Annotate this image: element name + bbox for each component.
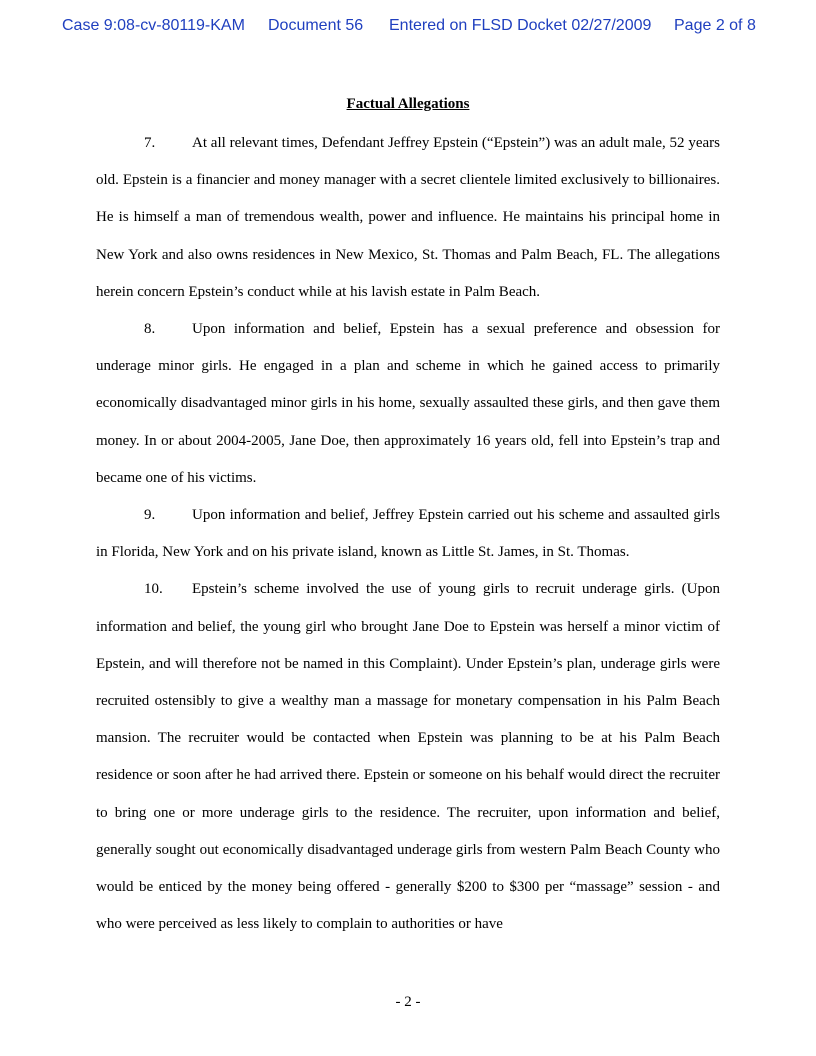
paragraph-text: At all relevant times, Defendant Jeffrey Epstein (“Epstein”) was an adult male, 52 years old. Epstein is a financier and money manager with a secret clientele limited exclusively to billionaires. He is himself a man of tremendous wealth, power and influence. He maintains his principal home in New York and also owns residences in New Mexico, St. Thomas and Palm Beach, FL. The allegations herein concern Epstein’s conduct while at his lavish estate in Palm Beach. — [96, 135, 720, 300]
paragraph-10 — [96, 571, 720, 943]
paragraph-text: Upon information and belief, Jeffrey Epstein carried out his scheme and assaulted girls in Florida, New York and on his private island, known as Little St. James, in St. Thomas. — [96, 507, 720, 561]
docket-header — [0, 17, 816, 39]
document-body — [96, 125, 720, 943]
paragraph-7 — [96, 125, 720, 311]
page-number: - 2 - — [395, 994, 421, 1010]
paragraph-text: Epstein’s scheme involved the use of young girls to recruit underage girls. (Upon information and belief, the young girl who brought Jane Doe to Epstein was herself a minor victim of Epstein, and will therefore not be named in this Complaint). Under Epstein’s plan, underage girls were recruited ostensibly to give a wealthy man a massage for monetary compensation in his Palm Beach mansion. The recruiter would be contacted when Epstein was planning to be at his Palm Beach residence or soon after he had arrived there. Epstein or someone on his behalf would direct the recruiter to bring one or more underage girls to the residence. The recruiter, upon information and belief, generally sought out economically disadvantaged underage girls from western Palm Beach County who would be enticed by the money being offered - generally $200 to $300 per “massage” session - and who were perceived as less likely to complain to authorities or have — [96, 581, 720, 933]
paragraph-number: 8. — [144, 321, 156, 338]
page-count: Page 2 of 8 — [674, 17, 756, 34]
paragraph-number: 7. — [144, 135, 156, 151]
paragraph-8 — [96, 311, 720, 497]
paragraph-text: Upon information and belief, Epstein has a sexual preference and obsession for underage minor girls. He engaged in a plan and scheme in which he gained access to primarily economically disadvantaged minor girls in his home, sexually assaulted these girls, and then gave them money. In or about 2004-2005, Jane Doe, then approximately 16 years old, fell into Epstein’s trap and became one of his victims. — [96, 321, 720, 486]
paragraph-number: 10. — [144, 581, 163, 598]
paragraph-number: 9. — [144, 507, 156, 524]
document-number: Document 56 — [268, 17, 364, 34]
docket-entry-date: Entered on FLSD Docket 02/27/2009 — [389, 17, 652, 34]
case-number: Case 9:08-cv-80119-KAM — [62, 17, 245, 34]
section-title: Factual Allegations — [346, 96, 470, 112]
paragraph-9 — [96, 497, 720, 571]
